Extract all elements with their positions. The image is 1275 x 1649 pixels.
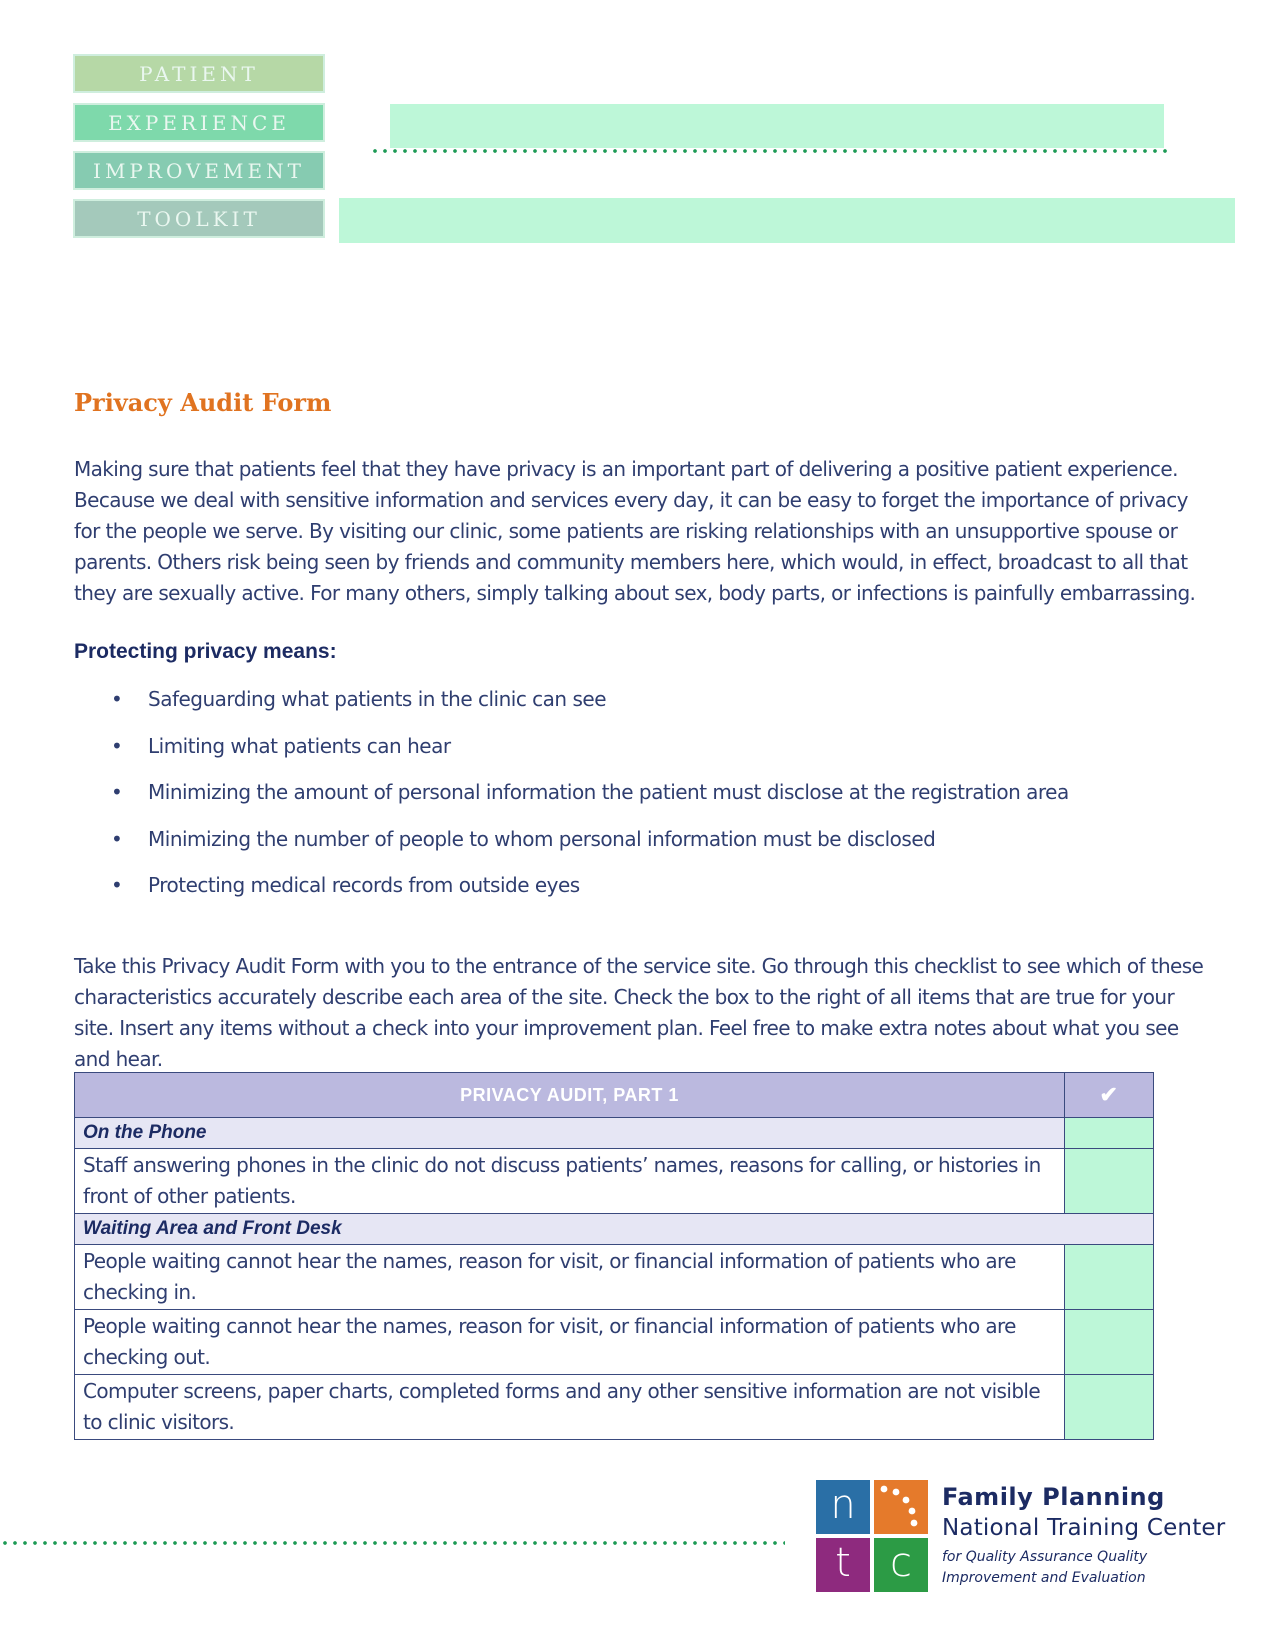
logo-letter-n: n <box>830 1482 856 1528</box>
checkbox-cell[interactable] <box>1065 1149 1154 1214</box>
header-tab-improvement: IMPROVEMENT <box>73 151 325 190</box>
intro-paragraph: Making sure that patients feel that they have privacy is an important part of delivering a positive patient experience. Because we deal with sensitive information and services every day, it can be easy to forget the importance of privacy for the people we serve. By visiting our clinic, some patients are risking relationships with an unsupportive spouse or parents. Others risk being seen by friends and community members here, which would, in effect, broadcast to all that they are sexually active. For many others, simply talking about sex, body parts, or infections is painfully embarrassing. <box>74 457 1196 605</box>
audit-item-text: Computer screens, paper charts, completed forms and any other sensitive information are not visible to clinic visitors. <box>75 1375 1065 1440</box>
table-header-row <box>75 1073 1154 1118</box>
checkbox-cell[interactable] <box>1065 1375 1154 1440</box>
audit-item-text: Staff answering phones in the clinic do not discuss patients’ names, reasons for calling, or histories in front of other patients. <box>75 1149 1065 1214</box>
brand-title: Family Planning <box>942 1483 1165 1511</box>
protecting-privacy-heading: Protecting privacy means: <box>74 640 337 663</box>
header-banner-lower <box>339 198 1235 243</box>
list-item: • Safeguarding what patients in the clinic can see <box>74 685 1069 732</box>
list-item: • Minimizing the number of people to whom personal information must be disclosed <box>74 825 1069 872</box>
table-row <box>75 1375 1154 1440</box>
ntc-logo <box>816 1480 930 1594</box>
list-item: • Limiting what patients can hear <box>74 732 1069 779</box>
list-item: • Minimizing the amount of personal information the patient must disclose at the registration area <box>74 778 1069 825</box>
checkmark-icon: ✔ <box>1065 1073 1154 1118</box>
table-row <box>75 1310 1154 1375</box>
instructions-paragraph: Take this Privacy Audit Form with you to the entrance of the service site. Go through this checklist to see which of these characteristics accurately describe each area of the site. Check the box to the right of all items that are true for your site. Insert any items without a check into your improvement plan. Feel free to make extra notes about what you see and hear. <box>74 954 1204 1071</box>
audit-item-text: People waiting cannot hear the names, reason for visit, or financial information of patients who are checking out. <box>75 1310 1065 1375</box>
list-item: • Protecting medical records from outside eyes <box>74 871 1069 918</box>
brand-subtitle: National Training Center <box>942 1515 1226 1541</box>
logo-cell-c <box>874 1538 928 1592</box>
table-row <box>75 1245 1154 1310</box>
header-tab-patient: PATIENT <box>73 54 325 93</box>
header-tab-experience: EXPERIENCE <box>73 103 325 142</box>
checkbox-cell[interactable] <box>1065 1245 1154 1310</box>
privacy-audit-table <box>74 1072 1154 1440</box>
checkbox-cell[interactable] <box>1065 1310 1154 1375</box>
logo-cell-t <box>816 1538 870 1592</box>
audit-item-text: People waiting cannot hear the names, reason for visit, or financial information of patients who are checking in. <box>75 1245 1065 1310</box>
dotted-divider-top <box>370 148 1172 154</box>
table-header-title: PRIVACY AUDIT, PART 1 <box>75 1073 1065 1118</box>
page-title: Privacy Audit Form <box>74 388 332 417</box>
brand-tagline: for Quality Assurance Quality Improvement and Evaluation <box>942 1549 1148 1586</box>
section-label: Waiting Area and Front Desk <box>75 1214 1154 1245</box>
header-tab-toolkit: TOOLKIT <box>73 199 325 238</box>
logo-letter-t: t <box>835 1540 851 1586</box>
section-row-waiting-area <box>75 1214 1154 1245</box>
section-row-phone <box>75 1118 1154 1149</box>
dotted-divider-bottom <box>0 1540 785 1546</box>
section-label: On the Phone <box>75 1118 1065 1149</box>
checkbox-cell[interactable] <box>1065 1118 1154 1149</box>
header-banner-upper <box>390 104 1164 148</box>
logo-letter-c: c <box>890 1540 912 1586</box>
table-row <box>75 1149 1154 1214</box>
logo-cell-n <box>816 1480 870 1534</box>
privacy-bullet-list <box>74 685 1069 918</box>
logo-dots-icon <box>874 1480 928 1534</box>
